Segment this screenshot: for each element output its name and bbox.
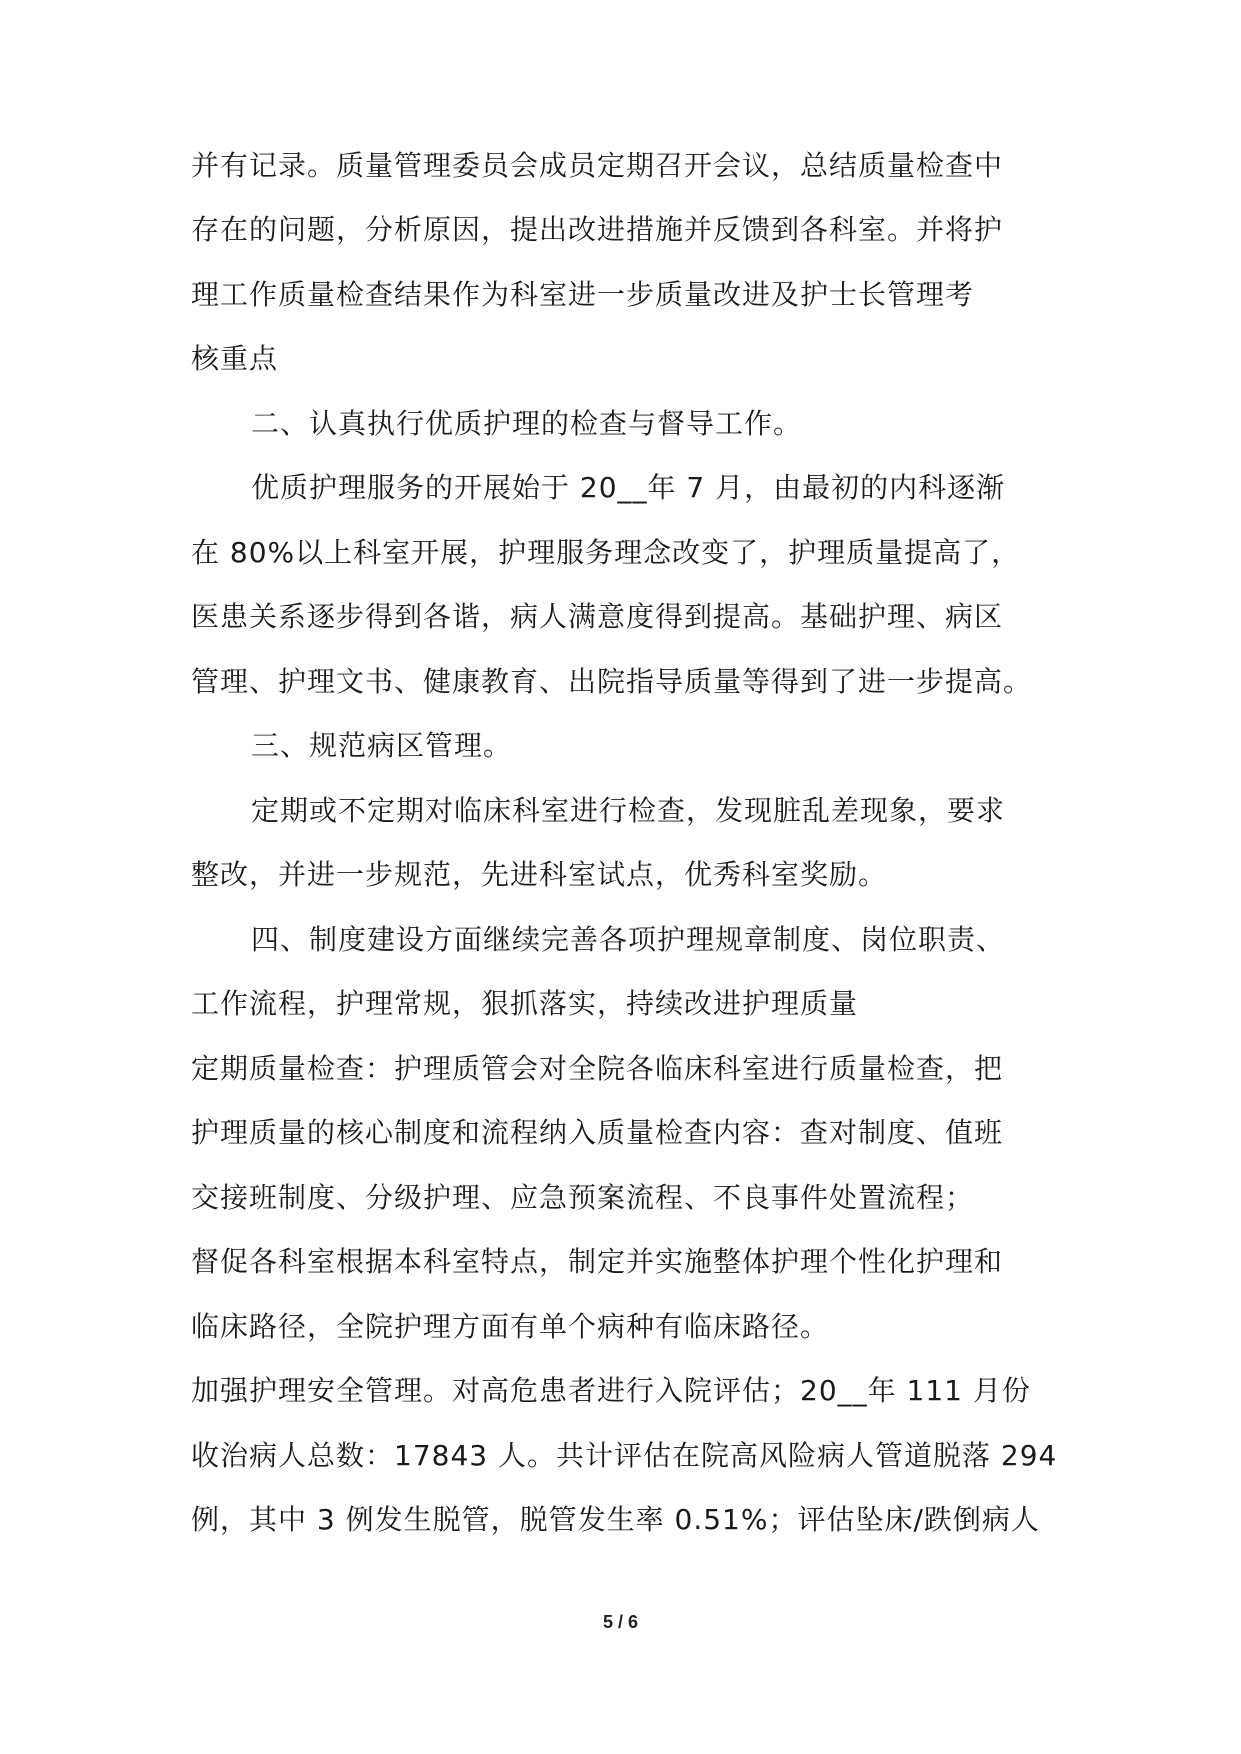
paragraph-line: 管理、护理文书、健康教育、出院指导质量等得到了进一步提高。 [191,665,1033,698]
paragraph-line: 优质护理服务的开展始于 20__年 7 月，由最初的内科逐渐 [251,471,1006,504]
paragraph-line: 护理质量的核心制度和流程纳入质量检查内容：查对制度、值班 [191,1116,1004,1149]
section-heading: 二、认真执行优质护理的检查与督导工作。 [251,407,803,440]
paragraph-line: 临床路径，全院护理方面有单个病种有临床路径。 [191,1310,830,1343]
section-heading: 四、制度建设方面继续完善各项护理规章制度、岗位职责、 [251,923,1006,956]
paragraph-line: 定期或不定期对临床科室进行检查，发现脏乱差现象，要求 [251,794,1006,827]
paragraph-line: 工作流程，护理常规，狠抓落实，持续改进护理质量 [191,987,859,1020]
section-heading: 三、规范病区管理。 [251,729,513,762]
page-number: 5 / 6 [602,1612,639,1632]
paragraph-line: 收治病人总数：17843 人。共计评估在院高风险病人管道脱落 294 [191,1439,1058,1472]
paragraph-line: 督促各科室根据本科室特点，制定并实施整体护理个性化护理和 [191,1245,1004,1278]
paragraph-line: 例，其中 3 例发生脱管，脱管发生率 0.51%；评估坠床/跌倒病人 [191,1503,1040,1536]
paragraph-line: 加强护理安全管理。对高危患者进行入院评估；20__年 111 月份 [191,1374,1031,1407]
paragraph-line: 整改，并进一步规范，先进科室试点，优秀科室奖励。 [191,858,888,891]
paragraph-line: 医患关系逐步得到各谐，病人满意度得到提高。基础护理、病区 [191,600,1004,633]
paragraph-line: 并有记录。质量管理委员会成员定期召开会议，总结质量检查中 [191,149,1004,182]
paragraph-line: 理工作质量检查结果作为科室进一步质量改进及护士长管理考 [191,278,975,311]
paragraph-line: 核重点 [191,342,279,375]
paragraph-line: 交接班制度、分级护理、应急预案流程、不良事件处置流程； [191,1181,975,1214]
paragraph-line: 定期质量检查：护理质管会对全院各临床科室进行质量检查，把 [191,1052,1004,1085]
paragraph-line: 存在的问题，分析原因，提出改进措施并反馈到各科室。并将护 [191,213,1004,246]
paragraph-line: 在 80%以上科室开展，护理服务理念改变了，护理质量提高了， [191,536,1021,569]
